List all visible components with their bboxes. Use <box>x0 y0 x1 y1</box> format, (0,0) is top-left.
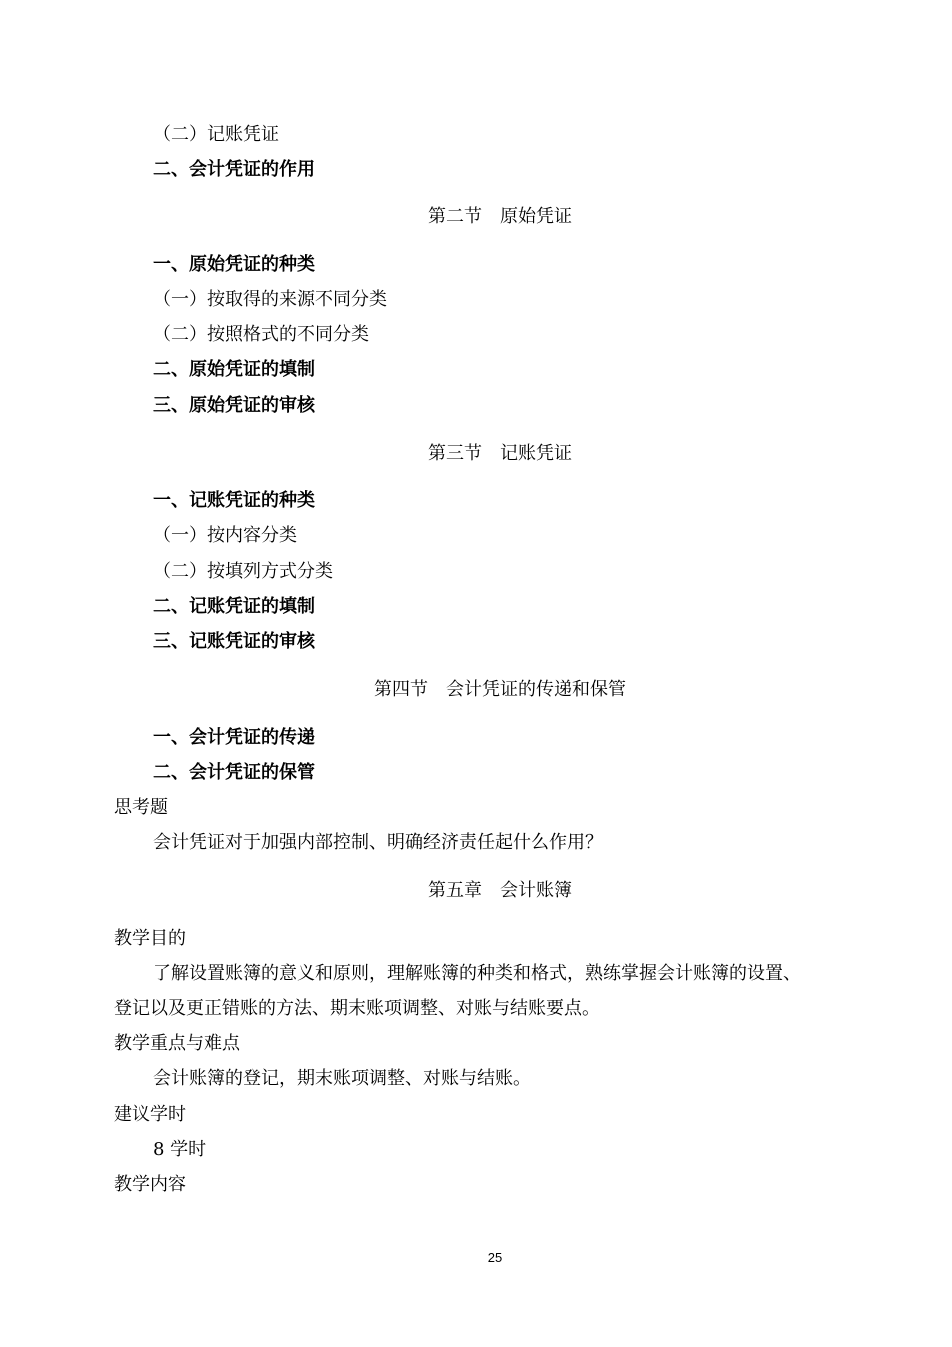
section-title-4: 第四节 会计凭证的传递和保管 <box>374 679 626 700</box>
subitem-by-format: （二）按照格式的不同分类 <box>153 324 369 345</box>
key-points-text: 会计账簿的登记，期末账项调整、对账与结账。 <box>153 1068 531 1089</box>
heading-original-voucher-review: 三、原始凭证的审核 <box>153 395 315 416</box>
subitem-by-content: （一）按内容分类 <box>153 525 297 546</box>
heading-journal-voucher-types: 一、记账凭证的种类 <box>153 490 315 511</box>
page-number: 25 <box>487 1250 503 1265</box>
objective-text-line-2: 登记以及更正错账的方法、期末账项调整、对账与结账要点。 <box>114 998 600 1019</box>
heading-journal-voucher-filling: 二、记账凭证的填制 <box>153 596 315 617</box>
chapter-title-5: 第五章 会计账簿 <box>428 880 572 901</box>
subitem-by-filling-method: （二）按填列方式分类 <box>153 561 333 582</box>
heading-voucher-transfer: 一、会计凭证的传递 <box>153 727 315 748</box>
subitem-journal-voucher: （二）记账凭证 <box>153 124 279 145</box>
section-title-3: 第三节 记账凭证 <box>428 443 572 464</box>
heading-teaching-content: 教学内容 <box>114 1174 186 1195</box>
heading-questions: 思考题 <box>114 797 168 818</box>
subitem-by-source: （一）按取得的来源不同分类 <box>153 289 387 310</box>
objective-text-line-1: 了解设置账簿的意义和原则，理解账簿的种类和格式，熟练掌握会计账簿的设置、 <box>153 963 801 984</box>
heading-original-voucher-filling: 二、原始凭证的填制 <box>153 359 315 380</box>
heading-teaching-objective: 教学目的 <box>114 928 186 949</box>
heading-voucher-storage: 二、会计凭证的保管 <box>153 762 315 783</box>
heading-key-points: 教学重点与难点 <box>114 1033 240 1054</box>
suggested-hours-text: 8 学时 <box>153 1139 207 1160</box>
heading-suggested-hours: 建议学时 <box>114 1104 186 1125</box>
question-text: 会计凭证对于加强内部控制、明确经济责任起什么作用？ <box>153 832 603 853</box>
heading-journal-voucher-review: 三、记账凭证的审核 <box>153 631 315 652</box>
heading-voucher-function: 二、会计凭证的作用 <box>153 159 315 180</box>
section-title-2: 第二节 原始凭证 <box>428 206 572 227</box>
heading-original-voucher-types: 一、原始凭证的种类 <box>153 254 315 275</box>
